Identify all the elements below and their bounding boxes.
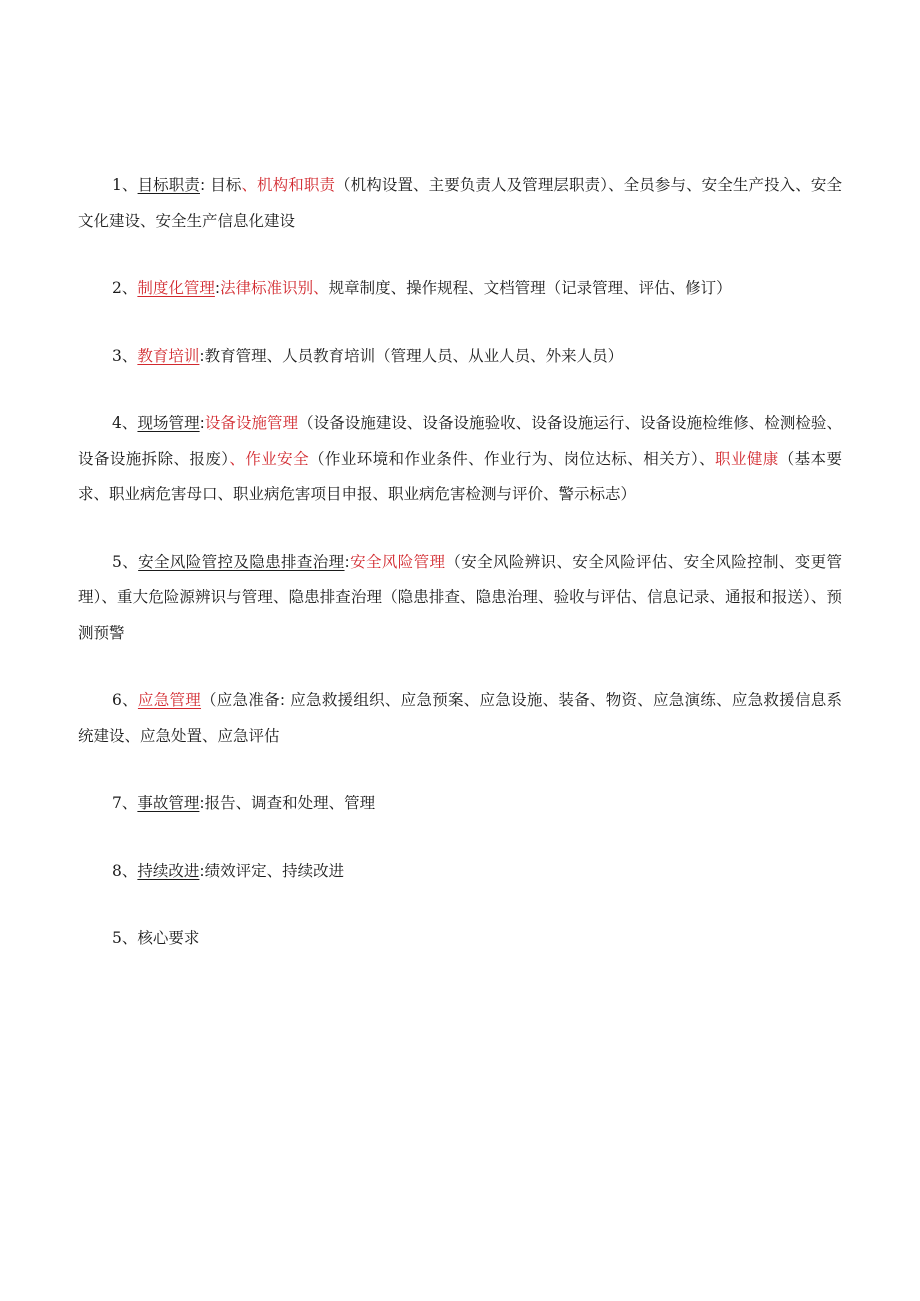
item-number: 2 bbox=[112, 279, 122, 297]
item-number: 8 bbox=[112, 861, 122, 880]
item-colon: : bbox=[214, 279, 221, 297]
item-text: （机构设置、主要负责人及管理层职责）、全员参与、安全生产投入、安全文化建设、安全生产信息化建设 bbox=[78, 176, 842, 230]
item-colon: : bbox=[199, 176, 206, 194]
paragraph-5 bbox=[78, 545, 842, 652]
paragraph-9 bbox=[78, 921, 842, 957]
item-highlight: 、作业安全 bbox=[229, 449, 309, 468]
item-separator: 、 bbox=[121, 861, 138, 880]
paragraph-2 bbox=[78, 271, 842, 307]
item-text: （应急准备: 应急救援组织、应急预案、应急设施、装备、物资、应急演练、应急救援信息系统建设、应急处置、应急评估 bbox=[78, 691, 842, 745]
item-number: 7 bbox=[112, 794, 122, 812]
item-highlight: 法律标准识别、 bbox=[220, 279, 329, 297]
item-number: 1 bbox=[112, 176, 122, 194]
item-number: 3 bbox=[112, 346, 122, 365]
item-title: 教育培训 bbox=[137, 346, 200, 365]
item-title: 制度化管理 bbox=[137, 279, 215, 297]
paragraph-1 bbox=[78, 168, 842, 239]
item-text: 教育管理、人员教育培训（管理人员、从业人员、外来人员） bbox=[204, 346, 624, 365]
item-number: 5 bbox=[112, 552, 122, 571]
item-number: 4 bbox=[112, 414, 122, 432]
paragraph-6 bbox=[78, 683, 842, 754]
item-text: 目标 bbox=[205, 176, 242, 194]
paragraph-3 bbox=[78, 339, 842, 375]
item-separator: 、 bbox=[121, 929, 138, 947]
paragraph-4 bbox=[78, 406, 842, 513]
item-title: 持续改进 bbox=[137, 861, 200, 880]
item-separator: 、 bbox=[121, 414, 138, 432]
item-title: 目标职责 bbox=[137, 176, 200, 194]
item-colon: : bbox=[344, 552, 350, 571]
item-title: 安全风险管控及隐患排查治理 bbox=[138, 552, 345, 571]
item-text: （作业环境和作业条件、作业行为、岗位达标、相关方）、 bbox=[308, 449, 716, 468]
item-separator: 、 bbox=[121, 279, 138, 297]
document-body bbox=[78, 168, 842, 957]
item-separator: 、 bbox=[121, 691, 138, 709]
item-highlight: 设备设施管理 bbox=[204, 414, 299, 432]
item-title: 现场管理 bbox=[137, 414, 200, 432]
item-text: 绩效评定、持续改进 bbox=[204, 861, 345, 880]
item-colon: : bbox=[199, 346, 205, 365]
item-highlight: 安全风险管理 bbox=[349, 552, 446, 571]
paragraph-8 bbox=[78, 854, 842, 890]
item-colon: : bbox=[199, 414, 205, 432]
item-text: 报告、调查和处理、管理 bbox=[204, 794, 376, 812]
item-title: 事故管理 bbox=[137, 794, 200, 812]
item-text: （设备设施建设、设备设施验收、设备设施运行、设备设施检维修、检测检验、设备设施拆除、报废） bbox=[78, 414, 842, 468]
item-highlight: 职业健康 bbox=[715, 449, 779, 468]
item-separator: 、 bbox=[121, 552, 139, 571]
item-number: 5 bbox=[112, 929, 122, 947]
item-text: （安全风险辨识、安全风险评估、安全风险控制、变更管理）、重大危险源辨识与管理、隐患排查治理（隐患排查、隐患治理、验收与评估、信息记录、通报和报送）、预测预警 bbox=[78, 552, 842, 642]
item-number: 6 bbox=[112, 691, 122, 709]
item-title: 核心要求 bbox=[137, 929, 200, 947]
item-separator: 、 bbox=[121, 346, 138, 365]
item-colon: : bbox=[199, 794, 205, 812]
item-text: （基本要求、职业病危害母口、职业病危害项目申报、职业病危害检测与评价、警示标志） bbox=[78, 449, 842, 503]
item-separator: 、 bbox=[121, 794, 138, 812]
item-title: 应急管理 bbox=[137, 691, 202, 709]
paragraph-7 bbox=[78, 786, 842, 822]
item-separator: 、 bbox=[121, 176, 138, 194]
item-colon: : bbox=[199, 861, 205, 880]
item-text: 规章制度、操作规程、文档管理（记录管理、评估、修订） bbox=[328, 279, 732, 297]
item-highlight: 、机构和职责 bbox=[241, 176, 336, 194]
